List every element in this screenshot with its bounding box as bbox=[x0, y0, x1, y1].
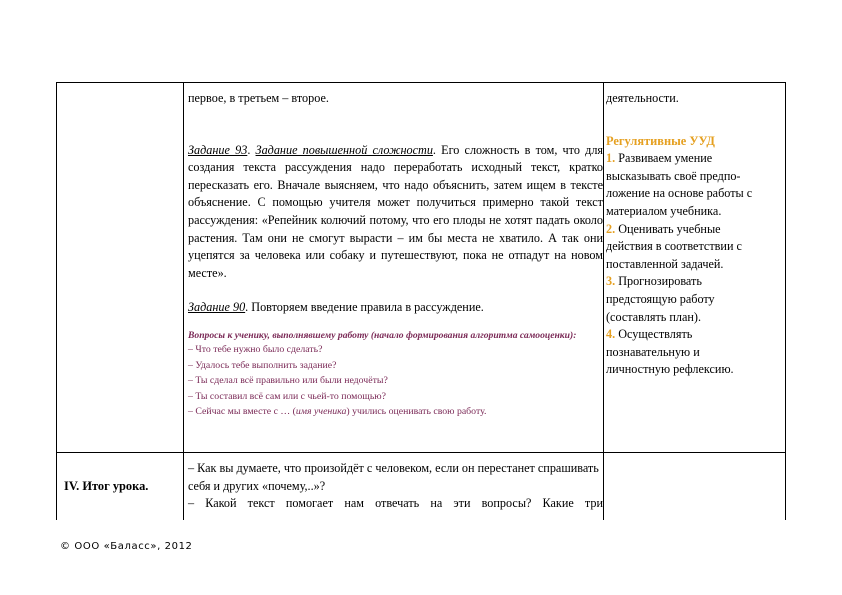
table-left-border bbox=[56, 82, 57, 520]
table-top-border bbox=[56, 82, 786, 83]
stage-title: IV. Итог урока. bbox=[64, 479, 149, 493]
task90-paragraph bbox=[188, 299, 603, 317]
question-item: – Что тебе нужно было сделать? bbox=[188, 343, 323, 355]
row2-left-cell bbox=[64, 479, 180, 494]
question-item: – Удалось тебе выполнить задание? bbox=[188, 359, 337, 371]
student-name-placeholder: имя ученика bbox=[295, 406, 347, 418]
questions-heading: Вопросы к ученику, выполнявшему работу (начало формирования алгоритма самооценки): bbox=[188, 329, 577, 341]
table-col-divider-2 bbox=[603, 82, 604, 520]
uud-item: 4. Осуществлять познавательную и личностную рефлексию. bbox=[606, 327, 734, 377]
task93-paragraph: Задание 93. Задание повышенной сложности. Его сложность в том, что для создания текста рассуждения надо переработать исходный текст, кратко пересказать его. Вначале выясняем, что надо объяснить, затем ищем в тексте объяснение. С помощью учителя может получиться примерно такой текст рассуждения: «Репейник колючий потому, что его плоды не хотят падать около растения. Там они не смогут вырасти – им бы места не хватило. А так они уцепятся за человека или собаку и путешествуют, пока не отпадут на новом месте». bbox=[188, 142, 604, 280]
row2-middle-cell bbox=[188, 460, 603, 513]
row2-question-2: – Какой текст помогает нам отвечать на эти вопросы? Какие три bbox=[188, 496, 603, 511]
uud-item-number: 4. bbox=[606, 327, 616, 342]
uud-item-number: 1. bbox=[606, 151, 616, 166]
uud-item: 3. Прогнозировать предстоящую работу (составлять план). bbox=[606, 274, 715, 324]
uud-item: 1. Развиваем умение высказывать своё предпо- ложение на основе работы с материалом учебника. bbox=[606, 151, 753, 218]
carry-line: первое, в третьем – второе. bbox=[188, 91, 329, 105]
copyright-footer: © ООО «Баласс», 2012 bbox=[60, 541, 193, 552]
uud-title: Регулятивные УУД bbox=[606, 133, 715, 148]
question-item: – Сейчас мы вместе с … (имя ученика) учились оценивать свою работу. bbox=[188, 406, 487, 418]
task90-text: . Повторяем введение правила в рассуждение. bbox=[245, 300, 484, 315]
questions-list bbox=[188, 342, 603, 420]
table-row-divider bbox=[56, 452, 786, 453]
row1-right-cell bbox=[606, 90, 781, 379]
uud-item-number: 3. bbox=[606, 274, 616, 289]
question-item: – Ты сделал всё правильно или были недочёты? bbox=[188, 375, 388, 387]
carry-line-right: деятельности. bbox=[606, 91, 679, 105]
task90-label: Задание 90 bbox=[188, 300, 246, 315]
row2-question-1: – Как вы думаете, что произойдёт с человеком, если он перестанет спрашивать себя и других «почему,..»? bbox=[188, 461, 599, 493]
task93-text: . Его сложность в том, что для создания текста рассуждения надо переработать исходный текст, кратко пересказать его. Вначале выясняем, что надо объяснить, затем ищем в тексте объяснение. С помощью учителя может получиться примерно такой текст рассуждения: «Репейник колючий потому, что его плоды не хотят падать около растения. Там они не смогут вырасти – им бы места не хватило. А так они уцепятся за человека или собаку и путешествуют, пока не отпадут на новом месте». bbox=[188, 142, 604, 280]
table-right-border bbox=[785, 82, 786, 520]
task93-title: Задание повышенной сложности bbox=[255, 142, 433, 157]
question-item: – Ты составил всё сам или с чьей-то помощью? bbox=[188, 390, 386, 402]
table-col-divider-1 bbox=[183, 82, 184, 520]
row1-middle-cell bbox=[188, 90, 603, 420]
task93-label: Задание 93 bbox=[188, 142, 248, 157]
uud-item-number: 2. bbox=[606, 221, 616, 236]
uud-item: 2. Оценивать учебные действия в соответствии с поставленной задачей. bbox=[606, 221, 742, 271]
